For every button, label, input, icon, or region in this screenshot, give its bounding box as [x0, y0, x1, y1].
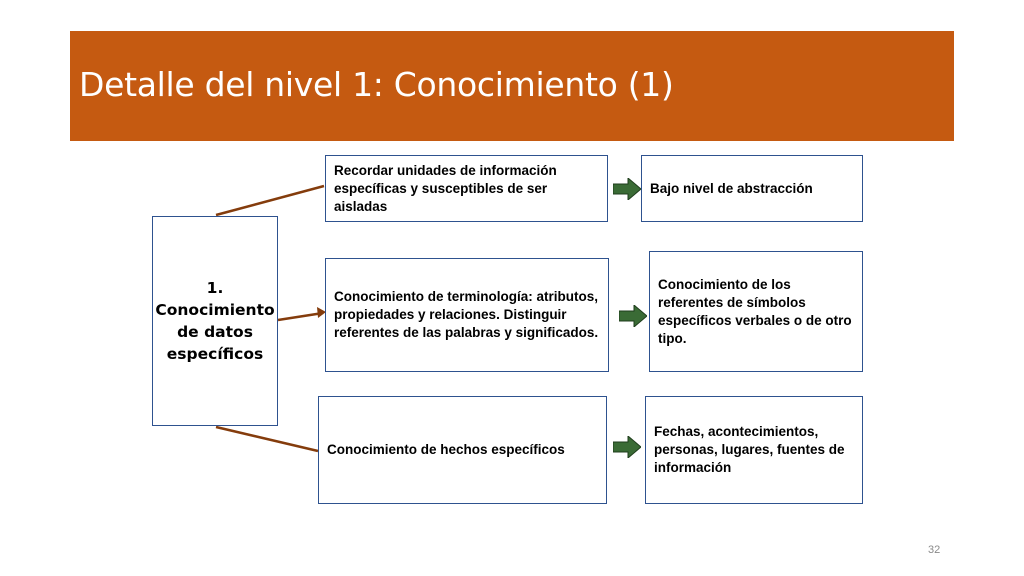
description-box-3	[318, 396, 607, 504]
main-concept-label: 1. Conocimiento de datos específicos	[155, 279, 275, 363]
connector-line-1	[216, 186, 324, 215]
right-arrow-icon	[619, 305, 647, 327]
result-box-3	[645, 396, 863, 504]
result-text-2: Conocimiento de los referentes de símbolos específicos verbales o de otro tipo.	[658, 276, 852, 346]
description-box-1	[325, 155, 608, 222]
description-text-3: Conocimiento de hechos específicos	[327, 442, 565, 457]
description-box-2	[325, 258, 609, 372]
result-box-1	[641, 155, 863, 222]
result-box-2	[649, 251, 863, 372]
slide-title: Detalle del nivel 1: Conocimiento (1)	[79, 65, 674, 104]
description-text-2: Conocimiento de terminología: atributos, propiedades y relaciones. Distinguir referentes de las palabras y significados.	[334, 289, 599, 340]
right-arrow-icon	[613, 436, 641, 458]
page-number: 32	[928, 544, 941, 556]
description-text-1: Recordar unidades de información específicas y susceptibles de ser aisladas	[334, 162, 557, 214]
right-arrow-icon	[613, 178, 641, 200]
result-text-3: Fechas, acontecimientos, personas, lugares, fuentes de información	[654, 424, 845, 475]
connector-line-3	[216, 427, 318, 451]
connector-line-2	[278, 313, 323, 320]
result-text-1: Bajo nivel de abstracción	[650, 180, 813, 196]
main-concept-box	[152, 216, 278, 426]
